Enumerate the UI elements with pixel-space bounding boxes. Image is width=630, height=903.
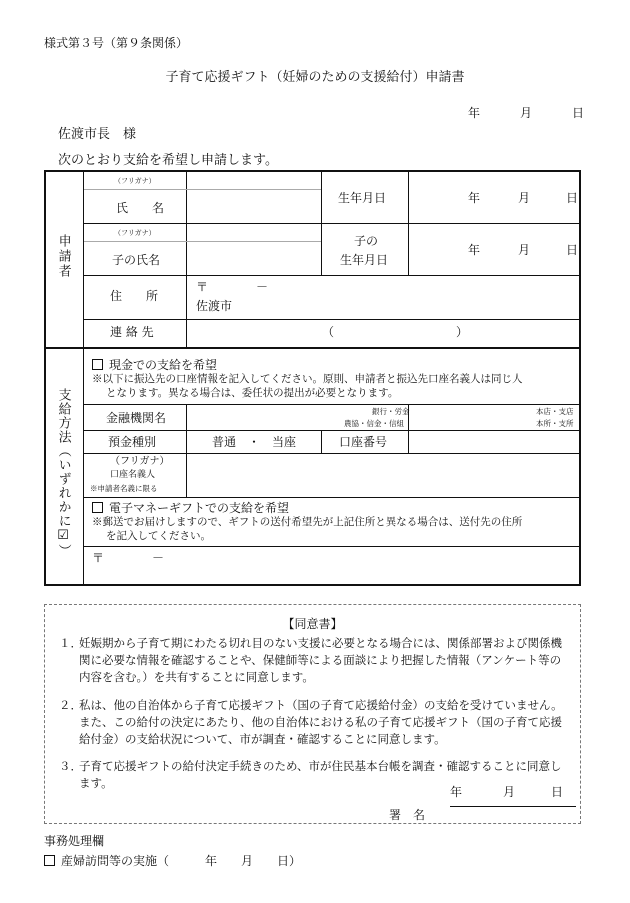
signature-label: 署 名 [389,808,426,822]
emoney-note-1: ※郵送でお届けしますので、ギフトの送付希望先が上記住所と異なる場合は、送付先の住所 [92,516,523,528]
child-birth-label-1: 子の [354,234,379,248]
address-label: 住 所 [110,289,159,303]
cash-checkbox[interactable] [92,359,103,370]
office-use-title: 事務処理欄 [44,834,105,848]
bank-types-1: 銀行・労金 [372,407,410,416]
page-title: 子育て応援ギフト（妊婦のための支援給付）申請書 [165,70,465,85]
birth-year-label: 年 [468,191,481,205]
child-name-label: 子の氏名 [112,253,161,267]
application-form-table [44,170,581,586]
emoney-option-label: 電子マネーギフトでの支給を希望 [109,501,290,515]
child-birth-label-2: 生年月日 [340,253,389,267]
cash-option[interactable] [92,358,217,372]
consent-item-3 [59,758,571,794]
child-name-field[interactable] [187,242,320,275]
consent-item-number: ２． [59,698,82,712]
addressee: 佐渡市長 様 [58,127,137,142]
consent-month-label: 月 [503,785,516,799]
cash-option-label: 現金での支給を希望 [109,358,218,372]
emoney-note-2: を記入してください。 [106,530,211,542]
child-birth-day-label: 日 [566,243,579,257]
emoney-option[interactable] [92,501,289,515]
cash-note-2: となります。異なる場合は、委任状の提出が必要となります。 [106,387,399,399]
birth-day-label: 日 [566,191,579,205]
contact-label: 連 絡 先 [110,325,154,339]
signature-line[interactable] [450,806,576,807]
consent-day-label: 日 [551,785,564,799]
consent-title: 【同意書】 [282,617,343,631]
deposit-type-options[interactable]: 普通 ・ 当座 [212,435,297,449]
furigana-label: （フリガナ） [114,177,156,185]
consent-item-text: 私は、他の自治体から子育て応援ギフト（国の子育て応援給付金）の支給を受けていません。また、この給付の決定にあたり、他の自治体における私の子育て応援ギフト（国の子育て応援給付金）の支給状況について、市が調査・確認することに同意します。 [79,698,563,746]
date-year-label: 年 [468,106,481,120]
date-month-label: 月 [520,106,533,120]
form-number: 様式第３号（第９条関係） [44,36,189,50]
address-city: 佐渡市 [196,299,233,313]
consent-item-2 [59,697,571,749]
consent-item-number: ３． [59,759,82,773]
office-row-label: 産婦訪問等の実施（ 年 月 日） [61,854,302,868]
child-furigana-label: （フリガナ） [114,229,156,237]
child-birth-year-label: 年 [468,243,481,257]
address-postal: 〒 － [196,280,269,294]
date-day-label: 日 [572,106,585,120]
consent-item-1 [59,635,571,687]
birthdate-label: 生年月日 [338,191,387,205]
applicant-section-label: 申請者 [55,234,71,279]
contact-paren-open: （ [322,325,335,339]
name-label: 氏 名 [116,201,165,215]
emoney-postal: 〒 － [92,551,165,565]
contact-paren-close: ） [456,325,469,339]
consent-year-label: 年 [450,785,463,799]
child-birth-month-label: 月 [518,243,531,257]
cash-note-1: ※以下に振込先の口座情報を記入してください。原則、申請者と振込先口座名義人は同じ人 [92,373,523,385]
office-checkbox[interactable] [44,855,55,866]
consent-item-text: 妊娠期から子育て期にわたる切れ目のない支援に必要となる場合には、関係部署および関係機関に必要な情報を確認することや、保健師等による面談により把握した情報（アンケート等の内容を含む。）を共有することに同意します。 [79,636,562,684]
consent-box [44,604,581,824]
bank-name-label: 金融機関名 [106,411,167,425]
consent-item-text: 子育て応援ギフトの給付決定手続きのため、市が住民基本台帳を調査・確認することに同意します。 [79,759,562,790]
intro-text: 次のとおり支給を希望し申請します。 [58,153,278,168]
holder-label: 口座名義人 [110,470,156,480]
name-field[interactable] [187,190,320,223]
consent-item-number: １． [59,636,82,650]
payment-section-label: 支給方法（いずれかに☑） [55,388,71,558]
branch-types-2: 本所・支所 [536,419,574,428]
bank-types-2: 農協・信金・信組 [344,419,404,428]
office-use-row[interactable] [44,854,301,868]
emoney-checkbox[interactable] [92,502,103,513]
holder-furigana-label: （フリガナ） [110,456,170,467]
deposit-type-label: 預金種別 [108,435,157,449]
account-number-label: 口座番号 [339,435,388,449]
holder-note: ※申請者名義に限る [90,484,158,493]
branch-types-1: 本店・支店 [536,407,574,416]
birth-month-label: 月 [518,191,531,205]
